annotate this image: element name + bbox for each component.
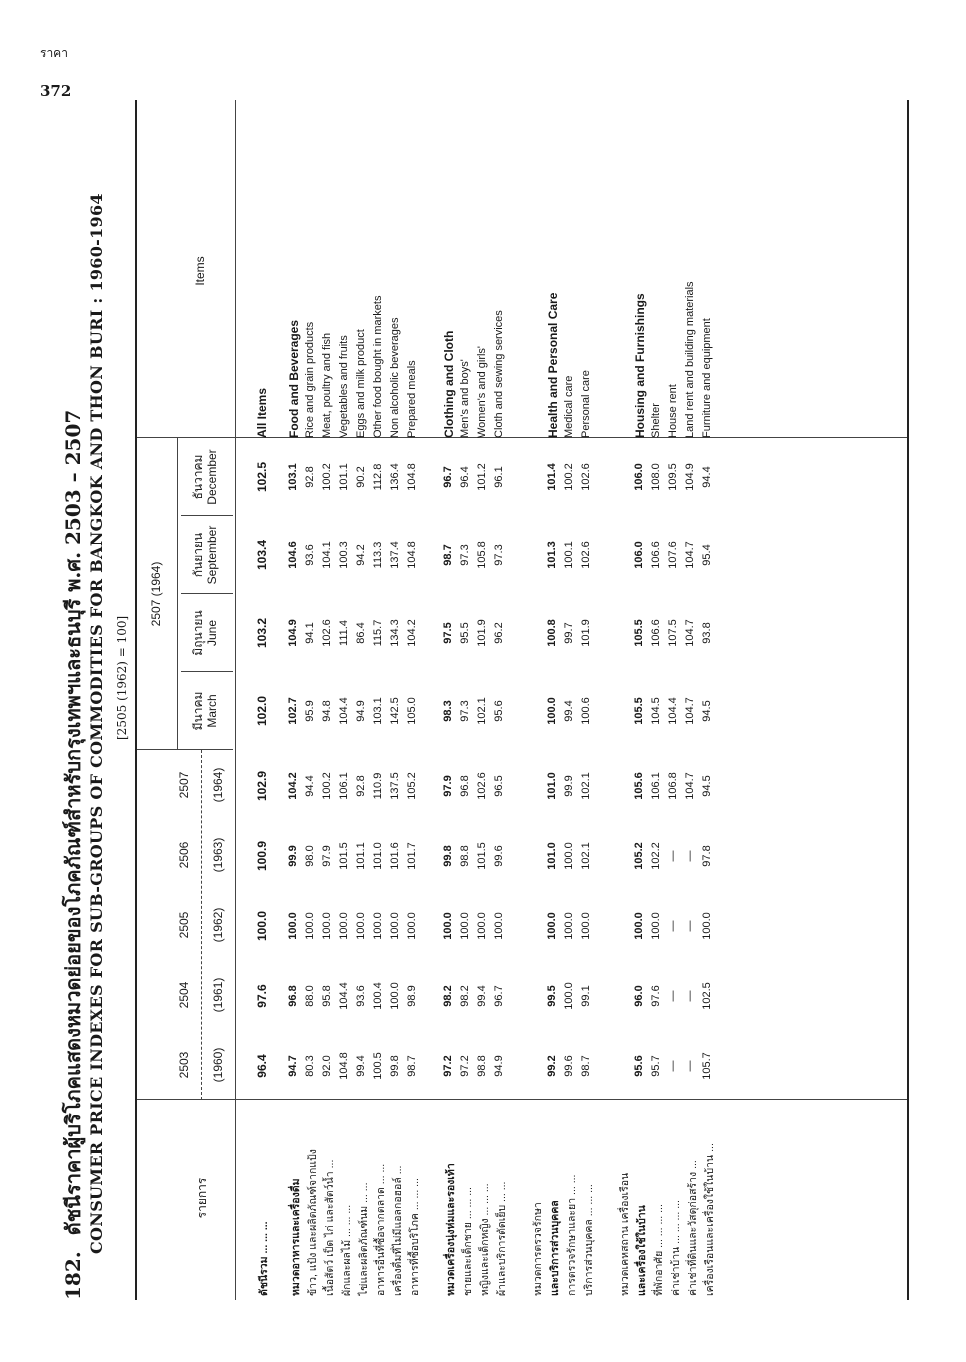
value-cell: 102.0 xyxy=(255,695,269,727)
value-cell: 113.3 xyxy=(372,541,384,569)
value-cell: 100.0 xyxy=(442,912,454,940)
value-cell: — xyxy=(667,990,679,1002)
value-cell: 134.3 xyxy=(389,619,401,647)
row-label-thai: หมวดการตรวจรักษา xyxy=(532,1202,544,1296)
table-row xyxy=(701,100,718,1300)
value-cell: 100.0 xyxy=(633,912,645,940)
row-label-english: Women's and girls' xyxy=(476,345,488,438)
value-cell: 99.4 xyxy=(476,985,488,1007)
value-cell: 99.9 xyxy=(287,845,299,867)
value-cell: 100.2 xyxy=(321,463,333,491)
value-cell: 100.0 xyxy=(493,912,505,940)
row-label-thai: ดัชนีรวม ... ... ... xyxy=(258,1221,270,1296)
value-cell: 105.5 xyxy=(633,619,645,647)
table-row xyxy=(546,100,563,1300)
table-row xyxy=(442,100,459,1300)
value-cell: 100.0 xyxy=(406,912,418,940)
row-label-english: Housing and Furnishings xyxy=(633,293,647,438)
value-cell: 104.2 xyxy=(287,772,299,800)
value-cell: 142.5 xyxy=(389,697,401,725)
value-cell: 96.4 xyxy=(255,1054,269,1078)
row-label-english: Land rent and building materials xyxy=(684,281,696,438)
row-label-english: Furniture and equipment xyxy=(701,318,713,438)
row-label-english: Rice and grain products xyxy=(304,321,316,438)
value-cell: 110.9 xyxy=(372,772,384,800)
value-cell: 100.0 xyxy=(459,912,471,940)
table-row xyxy=(389,100,406,1300)
row-label-thai: บริการส่วนบุคคล ... ... ... xyxy=(583,1184,595,1296)
row-label-thai: อาหารอื่นที่ซื้อจากตลาด ... ... xyxy=(375,1163,387,1296)
value-cell: 96.7 xyxy=(493,985,505,1007)
value-cell: 95.9 xyxy=(304,700,316,722)
row-label-thai: ข้าว, แป้ง และผลิตภัณฑ์จากแป้ง xyxy=(307,1149,319,1296)
value-cell: 100.0 xyxy=(338,912,350,940)
value-cell: 101.2 xyxy=(476,463,488,491)
value-cell: 101.0 xyxy=(372,842,384,870)
value-cell: 102.6 xyxy=(580,463,592,491)
value-cell: 94.4 xyxy=(701,466,713,488)
value-cell: 101.5 xyxy=(338,842,350,870)
value-cell: 97.2 xyxy=(442,1055,454,1077)
value-cell: 95.6 xyxy=(633,1055,645,1077)
value-cell: 106.0 xyxy=(633,541,645,569)
value-cell: 100.2 xyxy=(563,463,575,491)
row-label-english: Men's and boys' xyxy=(459,359,471,438)
value-cell: 101.0 xyxy=(546,842,558,870)
value-cell: 99.2 xyxy=(546,1055,558,1077)
value-cell: 94.9 xyxy=(493,1055,505,1077)
value-cell: 100.4 xyxy=(372,982,384,1010)
value-cell: 96.1 xyxy=(493,466,505,488)
table-row xyxy=(255,100,272,1300)
month-th-march: มีนาคม xyxy=(191,691,205,731)
month-en-september: September xyxy=(205,525,219,585)
month-en-june: June xyxy=(205,619,219,647)
table-row xyxy=(684,100,701,1300)
value-cell: 104.4 xyxy=(338,697,350,725)
row-label-thai: เครื่องดื่มที่ไม่มีแอลกอฮอล์ ... xyxy=(392,1165,404,1296)
row-label-english: Other food bought in markets xyxy=(372,295,384,438)
value-cell: 97.9 xyxy=(321,845,333,867)
month-th-june: มิถุนายน xyxy=(191,610,205,656)
year-ad-1960: (1960) xyxy=(211,1047,225,1083)
rule xyxy=(137,437,907,438)
value-cell: 106.6 xyxy=(650,619,662,647)
value-cell: 101.7 xyxy=(406,842,418,870)
value-cell: 101.1 xyxy=(338,463,350,491)
table-row xyxy=(372,100,389,1300)
value-cell: 88.0 xyxy=(304,985,316,1007)
row-label-thai: หมวดเคหสถาน เครื่องเรือน xyxy=(619,1172,631,1296)
row-label-english: Food and Beverages xyxy=(287,319,301,438)
value-cell: 98.8 xyxy=(476,1055,488,1077)
row-label-english: Personal care xyxy=(580,370,592,438)
row-label-thai: ชายและเด็กชาย ... ... ... xyxy=(462,1187,474,1296)
table-row xyxy=(476,100,493,1300)
value-cell: 104.4 xyxy=(338,982,350,1010)
value-cell: 100.0 xyxy=(287,912,299,940)
row-label-english: House rent xyxy=(667,384,679,438)
value-cell: 90.2 xyxy=(355,466,367,488)
value-cell: 93.6 xyxy=(304,544,316,566)
value-cell: 104.8 xyxy=(406,541,418,569)
value-cell: 105.0 xyxy=(406,697,418,725)
value-cell: 98.7 xyxy=(406,1055,418,1077)
value-cell: 97.3 xyxy=(459,700,471,722)
value-cell: 102.7 xyxy=(287,697,299,725)
value-cell: 107.5 xyxy=(667,619,679,647)
row-label-thai: ค่าเช่าบ้าน ... ... ... ... xyxy=(670,1200,682,1296)
value-cell: 102.6 xyxy=(580,541,592,569)
row-label-thai: เนื้อสัตว์ เป็ด ไก่ และสัตว์น้ำ ... xyxy=(324,1159,336,1296)
value-cell: 99.6 xyxy=(563,1055,575,1077)
rule xyxy=(181,593,233,594)
header-2507-quarterly: 2507 (1964) xyxy=(149,561,163,627)
value-cell: 104.6 xyxy=(287,541,299,569)
year-ad-1962: (1962) xyxy=(211,907,225,943)
value-cell: 95.4 xyxy=(701,544,713,566)
value-cell: 99.9 xyxy=(563,775,575,797)
value-cell: 99.7 xyxy=(563,622,575,644)
value-cell: 112.8 xyxy=(372,463,384,491)
value-cell: 105.5 xyxy=(633,697,645,725)
value-cell: 99.5 xyxy=(546,985,558,1007)
row-label-english: Eggs and milk product xyxy=(355,329,367,438)
value-cell: 101.9 xyxy=(580,619,592,647)
value-cell: 93.6 xyxy=(355,985,367,1007)
value-cell: 106.1 xyxy=(650,772,662,800)
row-label-thai: ที่พักอาศัย ... ... ... ... xyxy=(653,1204,665,1296)
value-cell: 100.0 xyxy=(701,912,713,940)
value-cell: 99.8 xyxy=(389,1055,401,1077)
value-cell: 100.0 xyxy=(563,912,575,940)
value-cell: 103.1 xyxy=(372,697,384,725)
row-label-thai: ผ้าและบริการตัดเย็บ ... ... xyxy=(496,1181,508,1296)
value-cell: 100.8 xyxy=(546,619,558,647)
value-cell: — xyxy=(684,920,696,932)
value-cell: 102.5 xyxy=(255,461,269,493)
year-be-2503: 2503 xyxy=(177,1051,191,1079)
value-cell: 100.0 xyxy=(304,912,316,940)
rule xyxy=(177,438,178,750)
row-label-thai: หมวดเครื่องนุ่งห่มและรองเท้า xyxy=(445,1163,457,1296)
value-cell: 97.3 xyxy=(493,544,505,566)
value-cell: 105.2 xyxy=(633,842,645,870)
value-cell: 104.7 xyxy=(684,619,696,647)
value-cell: 94.8 xyxy=(321,700,333,722)
value-cell: 100.0 xyxy=(546,912,558,940)
value-cell: 105.6 xyxy=(633,772,645,800)
value-cell: 101.1 xyxy=(355,842,367,870)
value-cell: 100.0 xyxy=(546,697,558,725)
row-label-thai: ค่าเช่าที่ดินและวัสดุก่อสร้าง ... xyxy=(687,1160,699,1296)
row-label-thai: หญิงและเด็กหญิง ... ... ... xyxy=(479,1183,491,1296)
value-cell: 98.7 xyxy=(580,1055,592,1077)
value-cell: 94.7 xyxy=(287,1055,299,1077)
value-cell: 104.9 xyxy=(684,463,696,491)
month-th-september: กันยายน xyxy=(191,532,205,578)
table-row xyxy=(355,100,372,1300)
rule xyxy=(137,1099,907,1100)
row-label-english: Clothing and Cloth xyxy=(442,330,456,438)
row-label-thai: อาหารที่ซื้อบริโภค ... ... ... xyxy=(409,1178,421,1296)
value-cell: 97.5 xyxy=(442,622,454,644)
value-cell: 100.0 xyxy=(372,912,384,940)
value-cell: 98.8 xyxy=(459,845,471,867)
value-cell: 100.0 xyxy=(476,912,488,940)
value-cell: — xyxy=(684,990,696,1002)
value-cell: 92.8 xyxy=(304,466,316,488)
table-number: 182. xyxy=(61,1251,85,1300)
value-cell: 98.0 xyxy=(304,845,316,867)
row-label-english: Meat, poultry and fish xyxy=(321,332,333,438)
value-cell: 101.3 xyxy=(546,541,558,569)
row-label-english: All Items xyxy=(255,387,269,438)
row-label-thai: และบริการส่วนบุคคล xyxy=(549,1200,561,1296)
rule xyxy=(137,749,233,750)
value-cell: 136.4 xyxy=(389,463,401,491)
value-cell: 99.8 xyxy=(442,845,454,867)
title-thai xyxy=(57,100,89,1300)
value-cell: 137.4 xyxy=(389,541,401,569)
value-cell: 104.8 xyxy=(406,463,418,491)
value-cell: 104.9 xyxy=(287,619,299,647)
value-cell: 100.0 xyxy=(355,912,367,940)
value-cell: 100.0 xyxy=(389,912,401,940)
value-cell: 105.8 xyxy=(476,541,488,569)
value-cell: 101.4 xyxy=(546,463,558,491)
year-ad-1961: (1961) xyxy=(211,977,225,1013)
value-cell: 98.2 xyxy=(442,985,454,1007)
value-cell: — xyxy=(667,850,679,862)
row-label-thai: เครื่องเรือนและเครื่องใช้ในบ้าน ... xyxy=(704,1143,716,1296)
rotated-table-block xyxy=(53,100,913,1300)
value-cell: 100.0 xyxy=(321,912,333,940)
year-be-2505: 2505 xyxy=(177,911,191,939)
year-be-2504: 2504 xyxy=(177,981,191,1009)
value-cell: 102.1 xyxy=(580,772,592,800)
table-row xyxy=(529,100,546,1300)
header-rule xyxy=(235,100,236,1300)
value-cell: 98.9 xyxy=(406,985,418,1007)
value-cell: 97.2 xyxy=(459,1055,471,1077)
value-cell: 100.0 xyxy=(255,910,269,942)
table-row xyxy=(667,100,684,1300)
value-cell: 86.4 xyxy=(355,622,367,644)
value-cell: 102.9 xyxy=(255,770,269,802)
value-cell: 94.9 xyxy=(355,700,367,722)
row-label-english: Non alcoholic beverages xyxy=(389,317,401,438)
base-note: [2505 (1962) = 100] xyxy=(115,615,129,740)
year-be-2507: 2507 xyxy=(177,771,191,799)
value-cell: 98.2 xyxy=(459,985,471,1007)
value-cell: — xyxy=(684,1060,696,1072)
value-cell: 95.7 xyxy=(650,1055,662,1077)
value-cell: 106.8 xyxy=(667,772,679,800)
value-cell: 97.9 xyxy=(442,775,454,797)
value-cell: 96.8 xyxy=(287,985,299,1007)
row-label-thai: ไข่และผลิตภัณฑ์นม ... ... xyxy=(358,1182,370,1296)
rule xyxy=(201,750,202,1100)
table-row xyxy=(493,100,510,1300)
year-be-2506: 2506 xyxy=(177,841,191,869)
table-row xyxy=(459,100,476,1300)
value-cell: 98.3 xyxy=(442,700,454,722)
value-cell: 104.1 xyxy=(321,541,333,569)
value-cell: 96.2 xyxy=(493,622,505,644)
value-cell: 102.5 xyxy=(701,982,713,1010)
cpi-table xyxy=(135,100,909,1300)
row-label-english: Shelter xyxy=(650,403,662,438)
table-row xyxy=(650,100,667,1300)
value-cell: 97.6 xyxy=(650,985,662,1007)
value-cell: 104.7 xyxy=(684,541,696,569)
value-cell: 107.6 xyxy=(667,541,679,569)
value-cell: 105.2 xyxy=(406,772,418,800)
month-en-december: December xyxy=(205,449,219,505)
value-cell: 96.7 xyxy=(442,466,454,488)
value-cell: 108.0 xyxy=(650,463,662,491)
row-label-thai: และเครื่องใช้ในบ้าน xyxy=(636,1205,648,1296)
value-cell: 100.2 xyxy=(321,772,333,800)
value-cell: 109.5 xyxy=(667,463,679,491)
value-cell: 94.1 xyxy=(304,622,316,644)
value-cell: 100.6 xyxy=(580,697,592,725)
value-cell: 96.8 xyxy=(459,775,471,797)
value-cell: 104.4 xyxy=(667,697,679,725)
table-row xyxy=(563,100,580,1300)
value-cell: 99.4 xyxy=(355,1055,367,1077)
value-cell: 101.5 xyxy=(476,842,488,870)
value-cell: 96.0 xyxy=(633,985,645,1007)
row-label-english: Prepared meals xyxy=(406,360,418,438)
value-cell: 101.6 xyxy=(389,842,401,870)
value-cell: 137.5 xyxy=(389,772,401,800)
value-cell: 99.4 xyxy=(563,700,575,722)
value-cell: 104.7 xyxy=(684,697,696,725)
value-cell: 98.7 xyxy=(442,544,454,566)
value-cell: 94.2 xyxy=(355,544,367,566)
value-cell: 97.8 xyxy=(701,845,713,867)
value-cell: 99.1 xyxy=(580,985,592,1007)
table-row xyxy=(616,100,633,1300)
row-label-english: Cloth and sewing services xyxy=(493,310,505,438)
value-cell: 96.5 xyxy=(493,775,505,797)
value-cell: 100.9 xyxy=(255,840,269,872)
section-label: ราคา xyxy=(40,46,68,60)
value-cell: — xyxy=(667,1060,679,1072)
value-cell: — xyxy=(667,920,679,932)
table-row xyxy=(287,100,304,1300)
value-cell: 97.6 xyxy=(255,984,269,1008)
value-cell: 93.8 xyxy=(701,622,713,644)
value-cell: 102.1 xyxy=(580,842,592,870)
value-cell: 104.2 xyxy=(406,619,418,647)
value-cell: 102.6 xyxy=(476,772,488,800)
header-items: Items xyxy=(193,256,207,286)
value-cell: 101.9 xyxy=(476,619,488,647)
value-cell: 106.0 xyxy=(633,463,645,491)
title-english: CONSUMER PRICE INDEXES FOR SUB-GROUPS OF COMMODITIES FOR BANGKOK AND THON BURI : 1960-1964 xyxy=(87,193,106,1254)
value-cell: 104.7 xyxy=(684,772,696,800)
value-cell: 100.0 xyxy=(580,912,592,940)
value-cell: 100.3 xyxy=(338,541,350,569)
value-cell: 100.1 xyxy=(563,541,575,569)
title-thai-text: ดัชนีราคาผู้บริโภคแสดงหมวดย่อยของโภคภัณฑ์สำหรับกรุงเทพฯและธนบุรี พ.ศ. 2503 – 2507 xyxy=(61,409,85,1236)
value-cell: 96.4 xyxy=(459,466,471,488)
rule xyxy=(181,515,233,516)
value-cell: 92.8 xyxy=(355,775,367,797)
month-en-march: March xyxy=(205,694,219,728)
table-row xyxy=(406,100,423,1300)
rule xyxy=(181,671,233,672)
value-cell: 99.6 xyxy=(493,845,505,867)
year-ad-1964: (1964) xyxy=(211,767,225,803)
row-label-thai: การตรวจรักษาและยา ... ... xyxy=(566,1174,578,1296)
table-row xyxy=(321,100,338,1300)
value-cell: 102.2 xyxy=(650,842,662,870)
table-row xyxy=(304,100,321,1300)
value-cell: 97.3 xyxy=(459,544,471,566)
row-label-english: Vegetables and fruits xyxy=(338,335,350,438)
value-cell: 100.0 xyxy=(563,982,575,1010)
row-label-thai: ผักและผลไม้ ... ... ... xyxy=(341,1204,353,1296)
value-cell: 106.6 xyxy=(650,541,662,569)
table-row xyxy=(338,100,355,1300)
value-cell: 104.5 xyxy=(650,697,662,725)
value-cell: 102.6 xyxy=(321,619,333,647)
value-cell: 100.0 xyxy=(389,982,401,1010)
value-cell: 100.0 xyxy=(650,912,662,940)
value-cell: 105.7 xyxy=(701,1052,713,1080)
value-cell: 104.8 xyxy=(338,1052,350,1080)
value-cell: 92.0 xyxy=(321,1055,333,1077)
value-cell: 115.7 xyxy=(372,619,384,647)
value-cell: 100.0 xyxy=(563,842,575,870)
row-label-english: Health and Personal Care xyxy=(546,292,560,438)
value-cell: — xyxy=(684,850,696,862)
value-cell: 103.1 xyxy=(287,463,299,491)
table-row xyxy=(580,100,597,1300)
page-number: 372 xyxy=(40,82,72,100)
value-cell: 95.6 xyxy=(493,700,505,722)
value-cell: 80.3 xyxy=(304,1055,316,1077)
value-cell: 100.5 xyxy=(372,1052,384,1080)
value-cell: 103.2 xyxy=(255,617,269,649)
value-cell: 95.5 xyxy=(459,622,471,644)
value-cell: 106.1 xyxy=(338,772,350,800)
table-row xyxy=(633,100,650,1300)
value-cell: 103.4 xyxy=(255,539,269,571)
value-cell: 111.4 xyxy=(338,620,350,646)
row-label-thai: หมวดอาหารและเครื่องดื่ม xyxy=(290,1178,302,1296)
value-cell: 101.0 xyxy=(546,772,558,800)
year-ad-1963: (1963) xyxy=(211,837,225,873)
row-label-english: Medical care xyxy=(563,375,575,438)
header-thai-items: รายการ xyxy=(195,1177,209,1219)
value-cell: 95.8 xyxy=(321,985,333,1007)
value-cell: 94.4 xyxy=(304,775,316,797)
value-cell: 94.5 xyxy=(701,700,713,722)
month-th-december: ธันวาคม xyxy=(191,454,205,500)
value-cell: 102.1 xyxy=(476,697,488,725)
value-cell: 94.5 xyxy=(701,775,713,797)
